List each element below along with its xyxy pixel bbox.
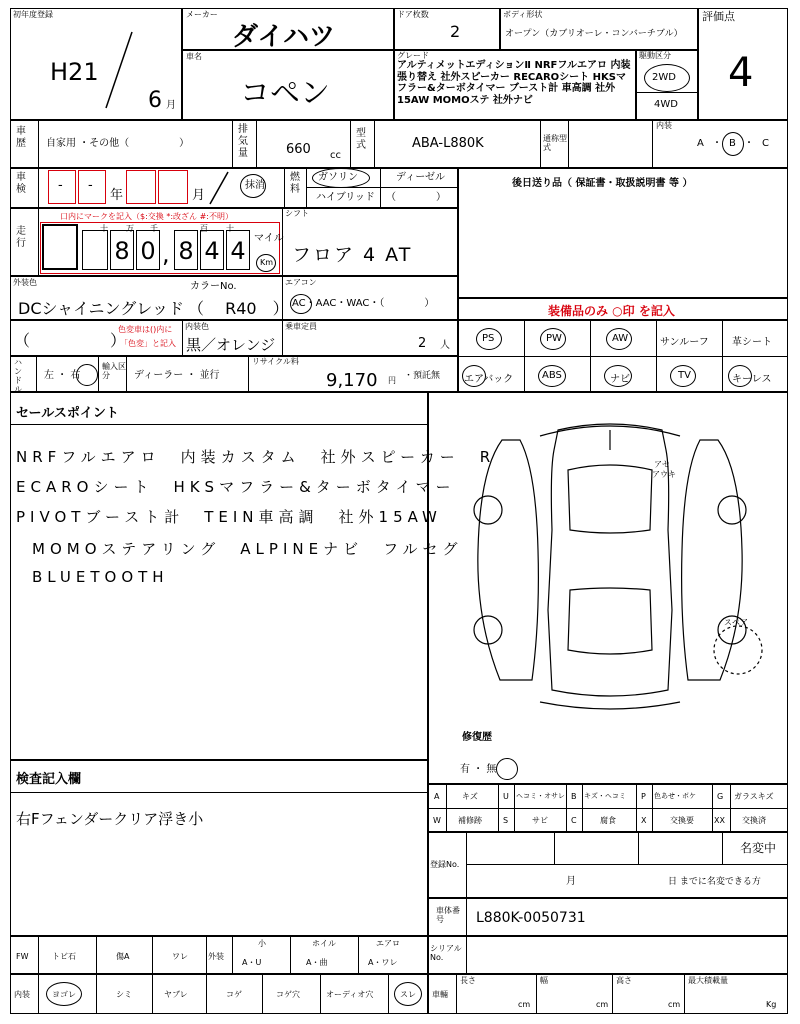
divider [466, 936, 467, 974]
ext-val-3: A・ワレ [368, 958, 398, 967]
mileage-digit-0 [82, 230, 108, 270]
legend-w-text: 補修跡 [458, 816, 482, 825]
equipment-title: 装備品のみ ○印 を記入 [548, 304, 675, 318]
repair-label: 修復歴 [462, 732, 492, 743]
divider [636, 784, 637, 832]
length-unit: cm [518, 1000, 531, 1009]
divider [232, 120, 233, 168]
legend-x-text: 交換要 [670, 816, 694, 825]
height-label: 高さ [616, 976, 632, 985]
divider [284, 168, 285, 208]
color-change-note1: 色変車は()内に [118, 325, 173, 334]
serial-label: シリアルNo. [430, 944, 462, 962]
interior-color-label: 内装色 [185, 322, 209, 331]
mileage-digit-5: 4 [230, 237, 246, 265]
equip-sunroof: サンルーフ [660, 337, 709, 348]
width-label: 幅 [540, 976, 548, 985]
divider [612, 974, 613, 1014]
inspection-month-box1 [126, 170, 156, 204]
inspection-status: 抹消 [245, 180, 265, 191]
common-type-label: 通称型式 [543, 134, 567, 152]
mileage-digit-2: 0 [140, 237, 156, 265]
divider [10, 424, 428, 425]
divider [282, 276, 283, 320]
equip-abs-circle [538, 365, 566, 387]
divider [458, 356, 788, 357]
divider [152, 936, 153, 974]
mileage-comma: , [162, 240, 170, 268]
maker-label: メーカー [186, 10, 218, 19]
aircon-circle [290, 294, 312, 314]
first-reg-month-unit: 月 [166, 100, 176, 111]
equip-airbag-circle [462, 365, 486, 387]
divider [36, 356, 37, 392]
equip-tv: TV [678, 370, 691, 381]
ext-col-2: ホイル [312, 939, 336, 948]
sales-line-1: NRFフルエアロ 内装カスタム 社外スピーカー R [16, 448, 496, 466]
fw-label: FW [16, 952, 29, 961]
interior-color-value: 黒／オレンジ [186, 336, 276, 354]
mileage-digit-1: 8 [114, 237, 130, 265]
type-label: 型式 [356, 128, 366, 151]
legend-x-code: X [641, 816, 647, 825]
int-item-5: コゲ穴 [276, 990, 300, 999]
inspection-label: 車検 [16, 172, 26, 195]
divider [498, 784, 499, 832]
mileage-digit-4: 4 [204, 237, 220, 265]
divider [656, 320, 657, 392]
legend-c-code: C [571, 816, 577, 825]
divider [282, 208, 283, 276]
divider [428, 808, 788, 809]
divider [38, 208, 39, 276]
divider [536, 974, 537, 1014]
divider [38, 974, 39, 1014]
damage-mark-1: アセ [654, 460, 670, 469]
ext-val-2: A・曲 [306, 958, 328, 967]
capacity-label: 乗車定員 [285, 322, 317, 331]
equip-ps-circle [476, 328, 502, 350]
grade-value: アルティメットエディションⅡ NRFフルエアロ 内装張り替え 社外スピーカー RECAROシート HKSマフラー&ターボタイマー ブースト計 車高調 社外15AW MOMOステ 社外ナビ [397, 60, 631, 106]
drive-label: 駆動区分 [639, 51, 671, 60]
dims-label: 車輛 [432, 990, 448, 999]
fw-item-2: 傷A [116, 952, 130, 961]
int-item-7-circle [394, 982, 422, 1006]
fw-item-1: トビ石 [52, 952, 76, 961]
divider [568, 120, 569, 168]
aircon-value: AC・AAC・WAC・（ ） [292, 298, 435, 309]
legend-b-code: B [571, 792, 577, 801]
mileage-km-label: Km [260, 258, 274, 267]
inspection-status-circle [240, 174, 266, 198]
type-value: ABA-L880K [412, 136, 484, 151]
exterior-label: 外装色 [13, 278, 37, 287]
mileage-km-circle [256, 254, 276, 272]
divider [638, 832, 639, 864]
mileage-mile-label: マイル [254, 233, 284, 244]
score-value: 4 [728, 50, 754, 96]
inspection-slash [204, 170, 234, 206]
model-value: コペン [240, 76, 330, 111]
recycle-deposit: ・預託無 [404, 371, 441, 381]
ext-col-1: 小 [258, 939, 266, 948]
equip-abs: ABS [542, 370, 562, 381]
equip-navi-circle [604, 365, 632, 387]
body-value: オープン（カブリオーレ・コンバーチブル） [505, 29, 683, 39]
equip-aw: AW [612, 333, 629, 344]
divider [152, 974, 153, 1014]
equip-tv-circle [670, 365, 696, 387]
recycle-yen: 円 [388, 376, 396, 385]
mileage-digit-box [42, 224, 78, 270]
divider [722, 832, 723, 864]
divider [38, 936, 39, 974]
history-label: 車歴 [16, 126, 26, 149]
ext-col-3: エアロ [376, 939, 400, 948]
mileage-unit-2: 万 [126, 224, 134, 233]
divider [566, 784, 567, 832]
equip-airbag: エアバック [464, 374, 514, 385]
shift-value: フロア 4 AT [292, 244, 413, 266]
divider [38, 168, 39, 208]
inspection-dash1: - [58, 178, 63, 193]
divider [320, 974, 321, 1014]
int-item-6: オーディオ穴 [326, 990, 374, 999]
model-label: 車名 [186, 52, 202, 61]
interior-a: A [697, 138, 704, 149]
divider [248, 356, 249, 392]
ext-val-1: A・U [242, 958, 262, 967]
registration-day-note: 日 までに名変できる方 [668, 877, 761, 887]
sales-line-3: PIVOTブースト計 TEIN車高調 社外15AW [16, 508, 442, 526]
exterior-value: DCシャイニングレッド [18, 299, 185, 318]
divider [206, 936, 207, 974]
grade-label: グレード [397, 51, 429, 60]
divider [306, 168, 307, 208]
damage-mark-2: アウキ [652, 470, 676, 479]
legend-c-text: 腐食 [600, 816, 616, 825]
divider [540, 120, 541, 168]
sales-line-4: MOMOステアリング ALPINEナビ フルセグ [32, 540, 463, 558]
interior-sep1: ・ [712, 138, 722, 149]
divider [582, 784, 583, 832]
mileage-unit-1: 十 [100, 224, 108, 233]
chassis-value: L880K-0050731 [476, 910, 586, 926]
shift-label: シフト [285, 209, 309, 218]
inspection-year-unit: 年 [110, 188, 124, 203]
divider [684, 974, 685, 1014]
ext-label: 外装 [208, 952, 224, 961]
history-value: 自家用 ・その他（ ） [46, 138, 190, 149]
cc-unit: cc [330, 150, 341, 161]
legend-w-code: W [433, 816, 441, 825]
doors-value: 2 [450, 22, 461, 41]
divider [232, 936, 233, 974]
registration-label: 登録No. [430, 860, 460, 869]
body-label: ボディ形状 [503, 10, 543, 19]
equip-leather: 革シート [732, 337, 772, 348]
divider [290, 936, 291, 974]
equip-navi: ナビ [610, 374, 630, 385]
inspection-month-box2 [158, 170, 188, 204]
legend-a-text: キズ [462, 792, 478, 801]
capacity-unit: 人 [440, 340, 450, 351]
fuel-gasoline: ガソリン [318, 172, 358, 183]
divider [722, 320, 723, 392]
registration-month: 月 [566, 876, 576, 887]
divider [456, 974, 457, 1014]
doors-label: ドア枚数 [397, 10, 429, 19]
mileage-unit-5: 十 [226, 224, 234, 233]
sales-points-title: セールスポイント [16, 406, 119, 421]
interior-b-circle [722, 132, 744, 156]
divider [446, 784, 447, 832]
divider [388, 974, 389, 1014]
import-value: ディーラー ・ 並行 [134, 370, 220, 381]
divider [380, 168, 381, 208]
fuel-other: （ ） [386, 192, 446, 203]
divider [652, 784, 653, 832]
recycle-label: リサイクル料 [252, 357, 299, 366]
serial-box [428, 936, 788, 974]
height-unit: cm [668, 1000, 681, 1009]
divider [374, 120, 375, 168]
registration-box [428, 832, 788, 898]
fuel-gasoline-circle [312, 168, 370, 188]
int-item-1-circle [46, 982, 82, 1006]
divider [206, 974, 207, 1014]
divider [126, 356, 127, 392]
legend-p-text: 色あせ・ボケ [654, 792, 696, 800]
divider [590, 320, 591, 392]
divider [38, 120, 39, 168]
drive-divider [636, 92, 698, 93]
maker-value: ダイハツ [232, 22, 335, 52]
fuel-diesel: ディーゼル [396, 172, 445, 183]
handle-value: 左 ・ 右 [44, 370, 81, 381]
recycle-value: 9,170 [326, 370, 378, 391]
divider [554, 832, 555, 864]
divider [712, 784, 713, 832]
aircon-label: エアコン [285, 278, 317, 287]
fuel-hybrid: ハイブリッド [316, 192, 375, 203]
equip-keyless: キーレス [732, 374, 772, 385]
handle-label: ハンドル [14, 358, 22, 394]
legend-xx-code: XX [714, 816, 725, 825]
score-label: 評価点 [702, 10, 735, 23]
sales-line-2: ECAROシート HKSマフラー&ターボタイマー [16, 478, 456, 496]
first-reg-month: 6 [148, 88, 162, 113]
divider [466, 832, 467, 898]
equip-aw-circle [606, 328, 632, 350]
divider [262, 974, 263, 1014]
drive-4wd: 4WD [654, 99, 678, 110]
first-reg-year: H21 [50, 58, 99, 86]
first-reg-slash [100, 30, 140, 110]
repair-value: 有 ・ 無 [460, 764, 497, 775]
drive-2wd: 2WD [652, 72, 676, 83]
divider [182, 320, 183, 356]
divider [96, 936, 97, 974]
divider [358, 936, 359, 974]
equip-pw: PW [546, 333, 562, 344]
legend-xx-text: 交換済 [742, 816, 766, 825]
int-item-7: スレ [400, 990, 416, 999]
legend-g-code: G [717, 792, 724, 801]
color-no-label: カラーNo. [190, 281, 237, 292]
int-item-4: コゲ [226, 990, 242, 999]
first-reg-label: 初年度登録 [13, 10, 53, 19]
fuel-label: 燃料 [290, 172, 300, 195]
legend-g-text: ガラスキズ [734, 792, 774, 801]
handle-circle [76, 364, 98, 386]
divider [652, 120, 653, 168]
legend-s-text: サビ [532, 816, 548, 825]
color-paren: （ ） [14, 331, 127, 350]
chassis-label: 車体番号 [436, 906, 460, 924]
legend-a-code: A [434, 792, 440, 801]
inspection-title: 検査記入欄 [16, 772, 82, 787]
legend-u-text: ヘコミ・オサレ [516, 792, 565, 800]
color-no-value: （ R40 ） [188, 299, 289, 318]
interior-sep2: ・ [744, 138, 754, 149]
interior-label: 内装 [656, 121, 672, 130]
inspection-notes: 右Fフェンダークリア浮き小 [16, 810, 204, 828]
divider [466, 898, 467, 936]
color-change-note2: 「色変」と記入 [120, 339, 176, 348]
int-label: 内装 [14, 990, 30, 999]
legend-p-code: P [641, 792, 646, 801]
weight-label: 最大積載量 [688, 976, 728, 985]
spare-label: スペア [724, 618, 748, 627]
capacity-value: 2 [418, 336, 427, 351]
divider [730, 784, 731, 832]
int-item-1: ヨゴレ [52, 990, 76, 999]
divider [350, 120, 351, 168]
int-item-2: シミ [116, 990, 132, 999]
interior-b: B [729, 138, 736, 149]
divider [10, 792, 428, 793]
divider [282, 320, 283, 356]
equip-pw-circle [540, 328, 566, 350]
legend-b-text: キズ・ヘコミ [584, 792, 626, 800]
legend-s-code: S [503, 816, 509, 825]
interior-c: C [762, 138, 769, 149]
mileage-label: 走行 [16, 226, 26, 249]
fw-item-3: ワレ [172, 952, 188, 961]
name-change: 名変中 [740, 841, 777, 855]
divider [466, 864, 788, 865]
divider [98, 356, 99, 392]
int-item-3: ヤブレ [164, 990, 188, 999]
equip-keyless-circle [728, 365, 752, 387]
equip-ps: PS [482, 333, 495, 344]
displacement-label: 排気量 [238, 124, 248, 159]
divider [256, 120, 257, 168]
documents-title: 後日送り品（ 保証書・取扱説明書 等 ） [512, 178, 693, 189]
mileage-digit-3: 8 [178, 237, 194, 265]
mileage-unit-4: 百 [200, 224, 208, 233]
width-unit: cm [596, 1000, 609, 1009]
inspection-dash2: - [88, 178, 93, 193]
drive-2wd-circle [644, 64, 690, 92]
legend-u-code: U [503, 792, 509, 801]
divider [514, 784, 515, 832]
mileage-note: 口内にマークを記入（$:交換 *:改ざん #:不明） [60, 212, 233, 221]
car-diagram [440, 410, 780, 720]
repair-circle [496, 758, 518, 780]
divider [524, 320, 525, 392]
mileage-unit-3: 千 [150, 224, 158, 233]
import-label: 輸入区分 [102, 362, 126, 380]
inspection-month-unit: 月 [192, 188, 206, 203]
divider [96, 974, 97, 1014]
length-label: 長さ [460, 976, 476, 985]
weight-unit: Kg [766, 1000, 777, 1009]
displacement-value: 660 [286, 142, 311, 157]
sales-line-5: BLUETOOTH [32, 568, 169, 586]
